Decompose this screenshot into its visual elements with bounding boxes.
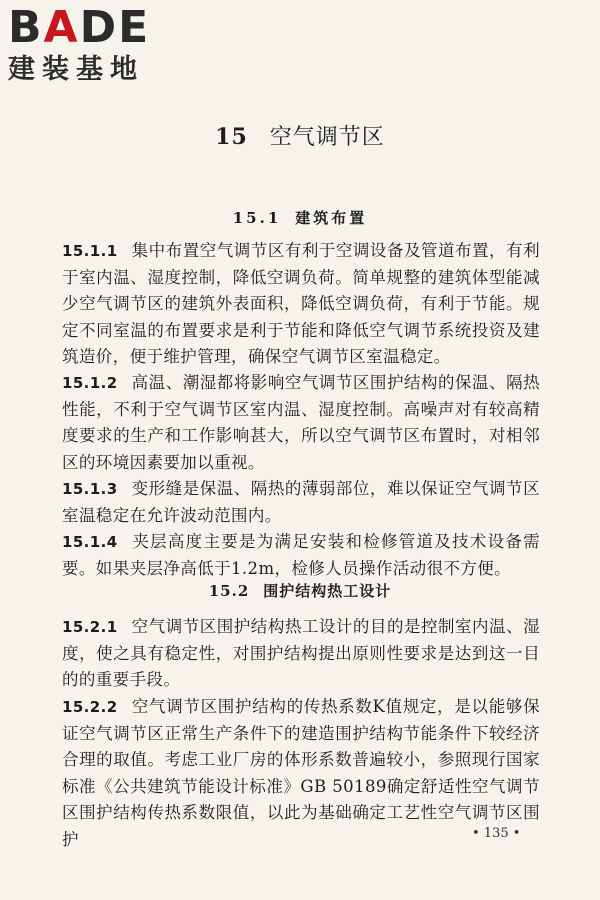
section-number: 15.1	[232, 209, 282, 227]
clause-paragraph	[62, 238, 540, 371]
clause-paragraph	[62, 614, 540, 694]
clause-paragraph	[62, 476, 540, 529]
clause-number: 15.2.1	[62, 618, 118, 636]
section-name: 围护结构热工设计	[263, 582, 392, 600]
clause-number: 15.1.2	[62, 374, 118, 392]
clause-text: 空气调节区围护结构热工设计的目的是控制室内温、湿度，使之具有稳定性，对围护结构提出原则性要求是达到这一目的的重要手段。	[62, 617, 540, 689]
clause-number: 15.1.1	[62, 242, 118, 260]
clause-number: 15.1.4	[62, 533, 118, 551]
clause-text: 集中布置空气调节区有利于空调设备及管道布置，有利于室内温、湿度控制，降低空调负荷。简单规整的建筑体型能减少空气调节区的建筑外表面积，降低空调负荷，有利于节能。规定不同室温的布置要求是利于节能和降低空气调节系统投资及建筑造价，便于维护管理，确保空气调节区室温稳定。	[62, 241, 540, 366]
clause-paragraph	[62, 370, 540, 476]
clause-text: 高温、潮湿都将影响空气调节区围护结构的保温、隔热性能，不利于空气调节区室内温、湿度控制。高噪声对有较高精度要求的生产和工作影响甚大，所以空气调节区布置时，对相邻区的环境因素要加以重视。	[62, 373, 540, 472]
clause-text: 空气调节区围护结构的传热系数K值规定，是以能够保证空气调节区正常生产条件下的建造围护结构节能条件下较经济合理的取值。考虑工业厂房的体形系数普遍较小，参照现行国家标准《公共建筑节能设计标准》GB 50189确定舒适性空气调节区围护结构传热系数限值，以此为基础确定工艺性空气调节区围护	[62, 697, 540, 849]
logo-subtitle: 建装基地	[8, 54, 144, 85]
section-heading	[0, 580, 600, 601]
chapter-title	[0, 120, 600, 151]
chapter-name: 空气调节区	[269, 125, 385, 150]
section-name: 建筑布置	[295, 209, 368, 227]
section-heading	[0, 207, 600, 228]
section-number: 15.2	[208, 582, 250, 600]
chapter-number: 15	[215, 124, 248, 150]
clause-text: 夹层高度主要是为满足安装和检修管道及技术设备需要。如果夹层净高低于1.2m，检修人员操作活动很不方便。	[62, 532, 540, 578]
clause-paragraph	[62, 529, 540, 582]
clause-number: 15.2.2	[62, 698, 118, 716]
clause-paragraph	[62, 694, 540, 853]
page-number: • 135 •	[472, 826, 521, 841]
clause-number: 15.1.3	[62, 480, 118, 498]
logo-wordmark: BADE	[8, 2, 151, 53]
logo	[8, 4, 150, 86]
clause-text: 变形缝是保温、隔热的薄弱部位，难以保证空气调节区室温稳定在允许波动范围内。	[62, 479, 540, 525]
